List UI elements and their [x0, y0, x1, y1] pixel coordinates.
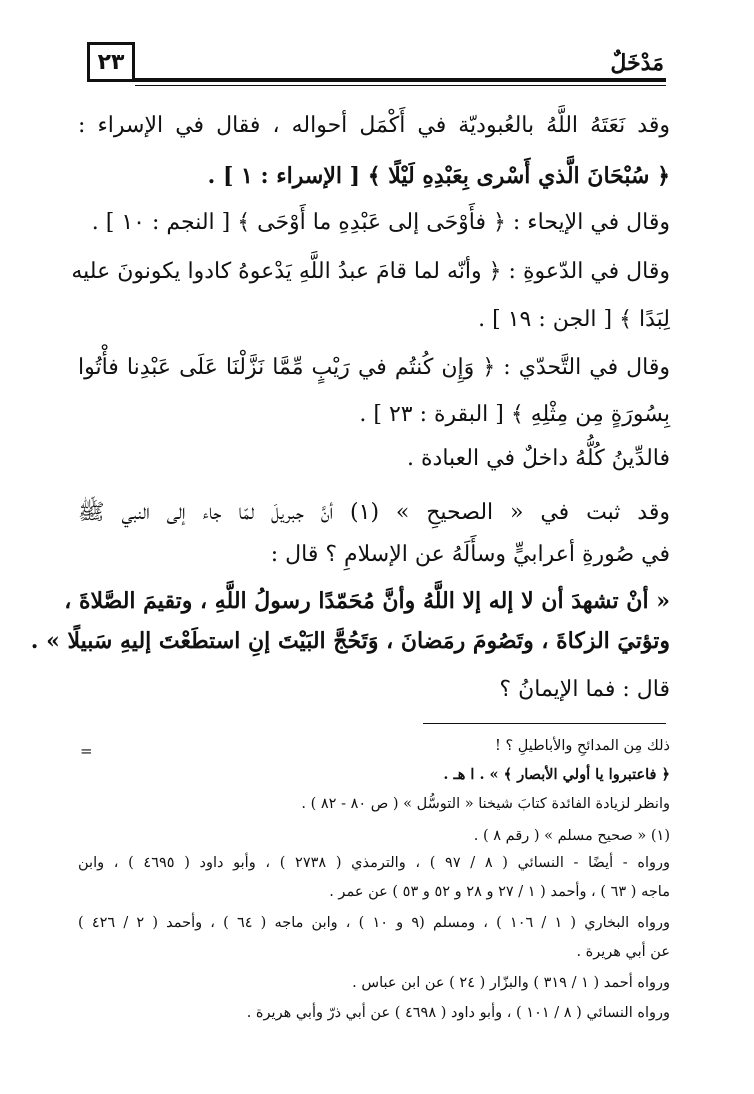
footnote-line: ورواه البخاري ( ١ / ١٠٦ ) ، ومسلم (٩ و ١٠ ) ، وابن ماجه ( ٦٤ ) ، وأحمد ( ٢ / ٤٢٦ )	[78, 915, 670, 931]
footnote-line: (١) « صحيح مسلم » ( رقم ٨ ) .	[473, 828, 670, 844]
body-line: قال : فما الإيمانُ ؟	[499, 677, 670, 702]
footnote-line: وانظر لزيادة الفائدة كتابَ شيخنا « التوسُّل » ( ص ٨٠ - ٨٢ ) .	[301, 796, 670, 812]
body-line: فالدِّينُ كُلُّهُ داخلٌ في العبادة .	[407, 446, 670, 471]
footnote-line: ورواه أحمد ( ١ / ٣١٩ ) والبزّار ( ٢٤ ) عن ابن عباس .	[352, 975, 670, 991]
page-number-box	[87, 42, 135, 82]
body-line: ﴿ سُبْحَانَ الَّذي أَسْرى بِعَبْدِهِ لَيْلًا ﴾ [ الإسراء : ١ ] .	[207, 163, 670, 189]
footnote-continuation-mark: =	[80, 742, 93, 760]
body-line: وقال في الإيحاء : ﴿ فأَوْحَى إلى عَبْدِهِ ما أَوْحَى ﴾ [ النجم : ١٠ ] .	[91, 210, 670, 235]
footnote-line: عن أبي هريرة .	[576, 944, 670, 960]
running-header-title: مَدْخَلٌ	[610, 50, 664, 76]
footnote-line: ماجه ( ٦٣ ) ، وأحمد ( ١ / ٢٧ و ٢٨ و ٥٢ و ٥٣ ) عن عمر .	[329, 884, 670, 900]
hadith-line: وتؤتيَ الزكاةَ ، وتَصُومَ رمَضانَ ، وَتَحُجَّ البَيْتَ إنِ استطَعْتَ إليهِ سَبيلًا » .	[30, 628, 670, 654]
footnote-separator	[423, 723, 666, 724]
body-line: في صُورةِ أعرابيٍّ وسأَلَهُ عن الإسلامِ ؟ قال :	[270, 542, 670, 567]
body-line: وقال في الدّعوةِ : ﴿ وأنّه لما قامَ عبدُ اللَّهِ يَدْعوهُ كادوا يكونونَ عليه	[71, 259, 670, 284]
footnote-line: ورواه - أيضًا - النسائي ( ٨ / ٩٧ ) ، والترمذي ( ٢٧٣٨ ) ، وأبو داود ( ٤٦٩٥ ) ، وابن	[78, 855, 670, 871]
body-line: وقال في التَّحدّي : ﴿ وَإِن كُنتُم في رَيْبٍ مِّمَّا نَزَّلْنَا عَلَى عَبْدِنا فأْتُوا	[78, 355, 670, 380]
body-line: بِسُورَةٍ مِن مِثْلِهِ ﴾ [ البقرة : ٢٣ ] .	[359, 402, 670, 427]
body-line: وقد نَعَتَهُ اللَّهُ بالعُبوديّة في أَكْمَل أحواله ، فقال في الإسراء :	[78, 113, 670, 138]
header-rule-thick	[135, 78, 666, 82]
footnote-line: ﴿ فاعتبروا يا أولي الأبصار ﴾ » . ا هـ .	[443, 766, 670, 783]
page-number: ٢٣	[97, 49, 125, 75]
body-line: لِبَدًا ﴾ [ الجن : ١٩ ] .	[478, 307, 670, 332]
header-rule-thin	[135, 85, 666, 86]
hadith-line: « أنْ تشهدَ أن لا إله إلا اللَّهُ وأنَّ مُحَمّدًا رسولُ اللَّهِ ، وتقيمَ الصَّلاةَ ،	[64, 588, 670, 614]
body-line: وقد ثبت في « الصحيحِ » (١) أنَّ جبريلَ لمّا جاء إلى النبي ﷺ	[78, 500, 670, 525]
footnote-line: ورواه النسائي ( ٨ / ١٠١ ) ، وأبو داود ( ٤٦٩٨ ) عن أبي ذرّ وأبي هريرة .	[246, 1005, 670, 1021]
footnote-line: ذلك مِن المدائحِ والأباطيلِ ؟ !	[495, 738, 670, 754]
